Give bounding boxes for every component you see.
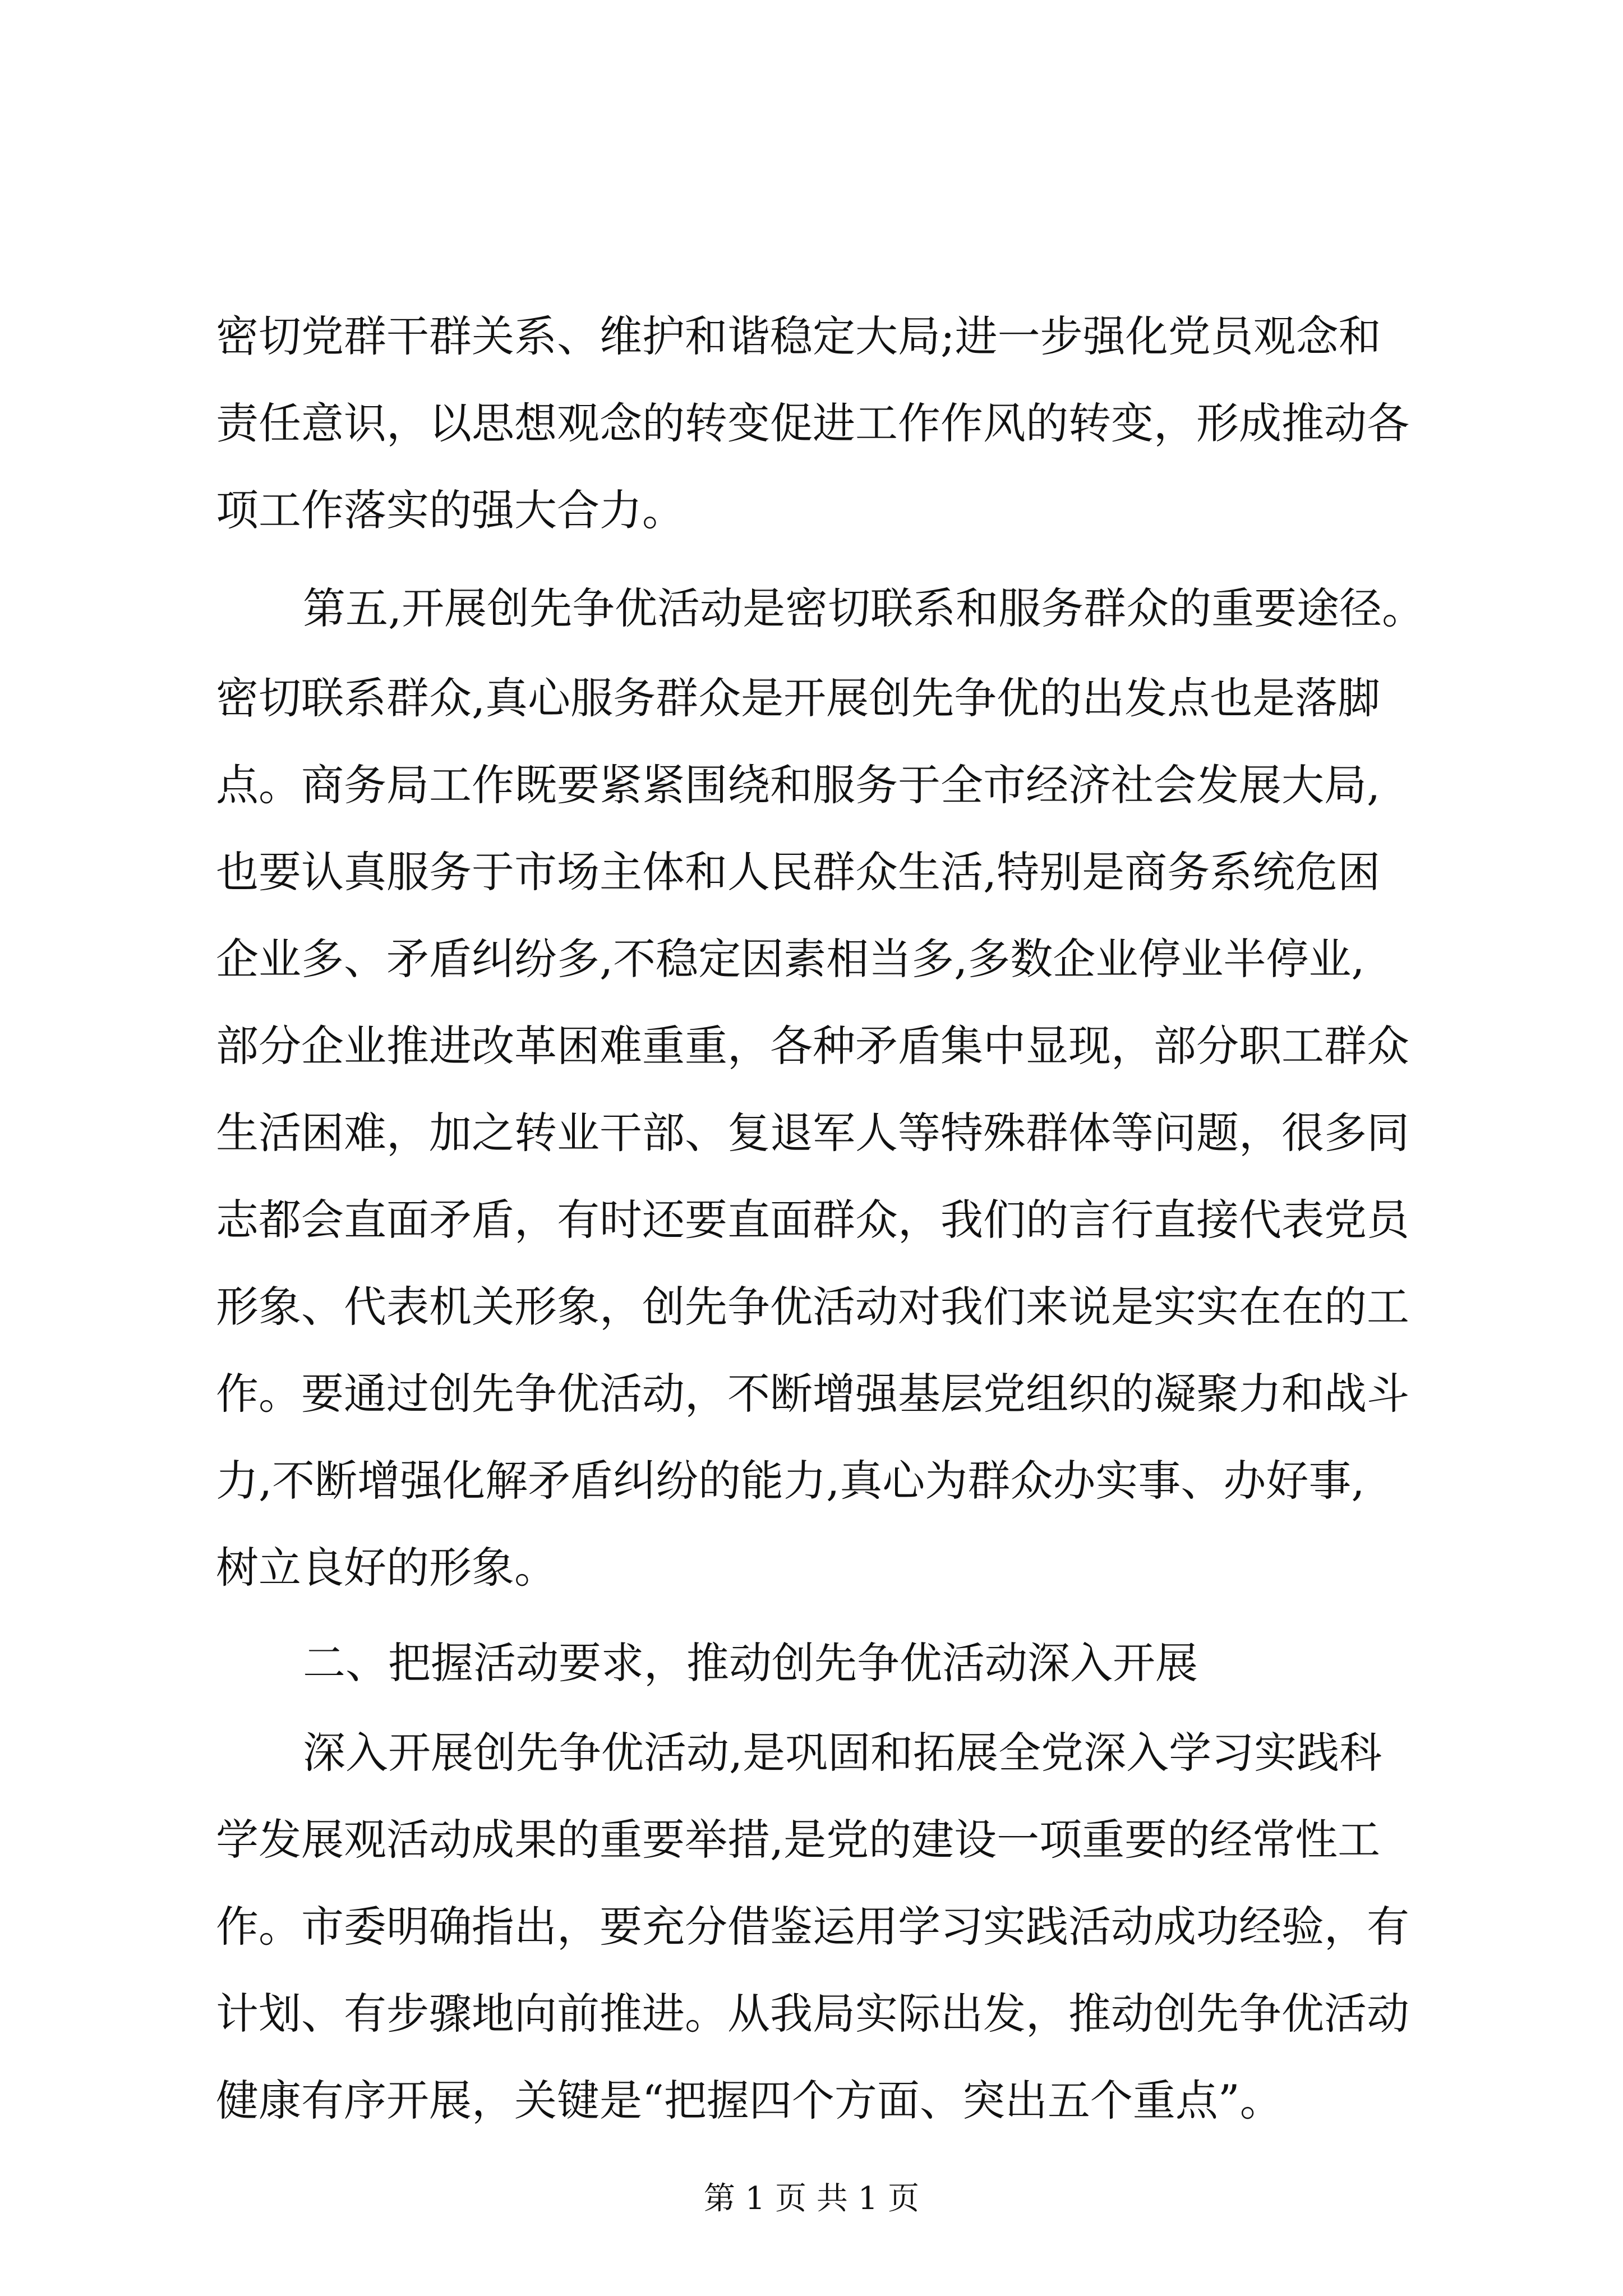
text-line: 形象、代表机关形象，创先争优活动对我们来说是实实在在的工 (216, 1282, 1409, 1332)
text-line: 作。要通过创先争优活动，不断增强基层党组织的凝聚力和战斗 (216, 1369, 1409, 1419)
page-footer: 第 1 页 共 1 页 (703, 2180, 920, 2217)
text-line: 树立良好的形象。 (216, 1543, 557, 1593)
text-line: 责任意识，以思想观念的转变促进工作作风的转变，形成推动各 (216, 398, 1409, 448)
text-line: 项工作落实的强大合力。 (216, 485, 685, 535)
text-line: 第五,开展创先争优活动是密切联系和服务群众的重要途径。 (303, 583, 1425, 633)
text-line: 也要认真服务于市场主体和人民群众生活,特别是商务系统危困 (216, 847, 1381, 897)
text-line: 密切联系群众,真心服务群众是开展创先争优的出发点也是落脚 (216, 673, 1381, 723)
text-line: 深入开展创先争优活动,是巩固和拓展全党深入学习实践科 (303, 1728, 1382, 1778)
text-line: 密切党群干群关系、维护和谐稳定大局;进一步强化党员观念和 (216, 311, 1381, 361)
text-line: 作。市委明确指出，要充分借鉴运用学习实践活动成功经验，有 (216, 1902, 1409, 1952)
text-line: 企业多、矛盾纠纷多,不稳定因素相当多,多数企业停业半停业, (216, 934, 1365, 984)
text-line: 生活困难，加之转业干部、复退军人等特殊群体等问题，很多同 (216, 1108, 1409, 1158)
text-line: 计划、有步骤地向前推进。从我局实际出发，推动创先争优活动 (216, 1989, 1409, 2039)
text-line: 部分企业推进改革困难重重，各种矛盾集中显现，部分职工群众 (216, 1021, 1409, 1071)
text-line: 志都会直面矛盾，有时还要直面群众，我们的言行直接代表党员 (216, 1195, 1409, 1245)
text-line: 健康有序开展，关键是“把握四个方面、突出五个重点”。 (216, 2076, 1283, 2125)
text-line: 学发展观活动成果的重要举措,是党的建设一项重要的经常性工 (216, 1815, 1381, 1865)
section-heading: 二、把握活动要求，推动创先争优活动深入开展 (303, 1638, 1198, 1688)
text-line: 点。商务局工作既要紧紧围绕和服务于全市经济社会发展大局, (216, 760, 1381, 810)
text-line: 力,不断增强化解矛盾纠纷的能力,真心为群众办实事、办好事, (216, 1456, 1365, 1506)
